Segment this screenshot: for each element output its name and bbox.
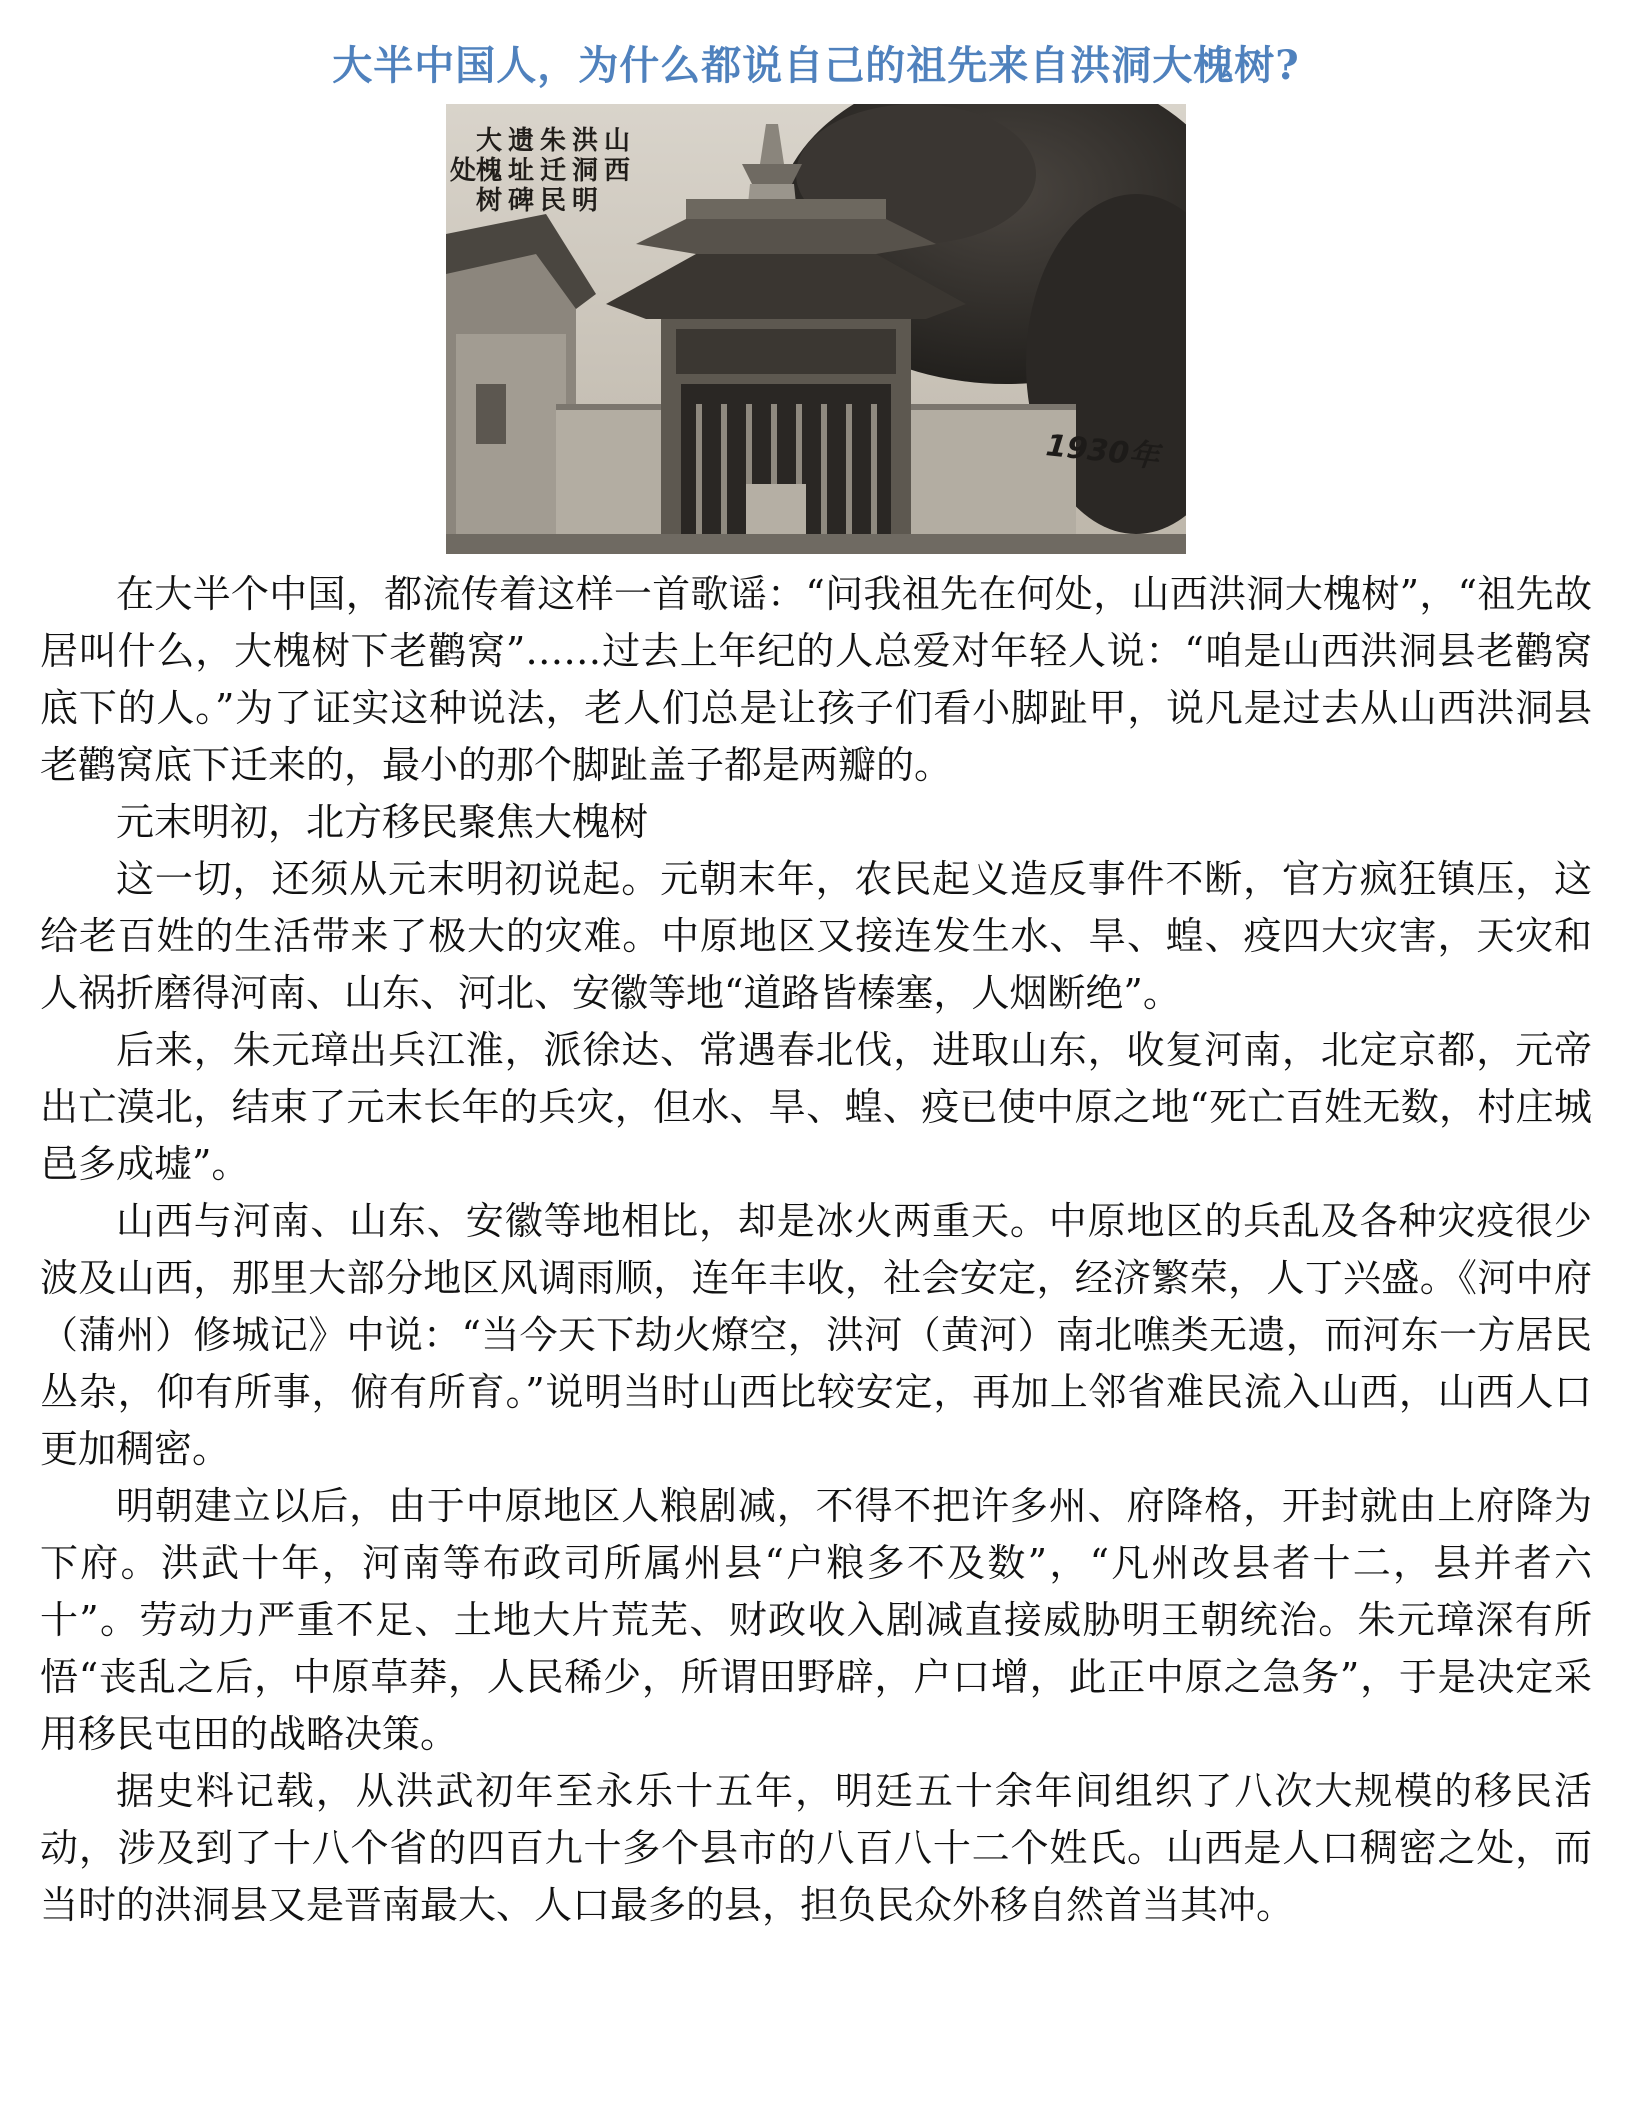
photo-caption-col-4: 遗址碑: [507, 126, 534, 216]
photo-caption-col-5: 大槐树: [475, 126, 502, 216]
paragraph: 山西与河南、山东、安徽等地相比，却是冰火两重天。中原地区的兵乱及各种灾疫很少波及山西，那里大部分地区风调雨顺，连年丰收，社会安定，经济繁荣，人丁兴盛。《河中府（蒲州）修城记》中说：“当今天下劫火燎空，洪河（黄河）南北噍类无遗，而河东一方居民丛杂，仰有所事，俯有所育。”说明当时山西比较安定，再加上邻省难民流入山西，山西人口更加稠密。: [40, 1199, 1592, 1471]
photo-caption-col-6: 处: [449, 156, 476, 186]
paragraph: 后来，朱元璋出兵江淮，派徐达、常遇春北伐，进取山东，收复河南，北定京都，元帝出亡漠北，结束了元末长年的兵灾，但水、旱、蝗、疫已使中原之地“死亡百姓无数，村庄城邑多成墟”。: [40, 1028, 1592, 1186]
paragraph: 明朝建立以后，由于中原地区人粮剧减，不得不把许多州、府降格，开封就由上府降为下府。洪武十年，河南等布政司所属州县“户粮多不及数”，“凡州改县者十二，县并者六十”。劳动力严重不足、土地大片荒芜、财政收入剧减直接威胁明王朝统治。朱元璋深有所悟“丧乱之后，中原草莽，人民稀少，所谓田野辟，户口增，此正中原之急务”，于是决定采用移民屯田的战略决策。: [40, 1484, 1592, 1756]
paragraph: 这一切，还须从元末明初说起。元朝末年，农民起义造反事件不断，官方疯狂镇压，这给老百姓的生活带来了极大的灾难。中原地区又接连发生水、旱、蝗、疫四大灾害，天灾和人祸折磨得河南、山东、河北、安徽等地“道路皆榛塞，人烟断绝”。: [40, 857, 1592, 1015]
article-page: [40, 0, 1592, 1934]
article-body: [40, 566, 1592, 1934]
photo-date-label: 1930年: [1044, 428, 1161, 475]
photo-caption-col-3: 朱迁民: [539, 126, 566, 216]
historical-photo: [446, 104, 1186, 554]
section-heading: 元末明初，北方移民聚焦大槐树: [116, 800, 649, 844]
paragraph: 据史料记载，从洪武初年至永乐十五年，明廷五十余年间组织了八次大规模的移民活动，涉及到了十八个省的四百九十多个县市的八百八十二个姓氏。山西是人口稠密之处，而当时的洪洞县又是晋南最大、人口最多的县，担负民众外移自然首当其冲。: [40, 1769, 1592, 1927]
photo-caption-col-1: 山西: [603, 126, 630, 186]
paragraph: 在大半个中国，都流传着这样一首歌谣：“问我祖先在何处，山西洪洞大槐树”，“祖先故居叫什么，大槐树下老鹳窝”……过去上年纪的人总爱对年轻人说：“咱是山西洪洞县老鹳窝底下的人。”为了证实这种说法，老人们总是让孩子们看小脚趾甲，说凡是过去从山西洪洞县老鹳窝底下迁来的，最小的那个脚趾盖子都是两瓣的。: [40, 572, 1592, 787]
photo-caption-col-2: 洪洞明: [571, 126, 598, 216]
article-title: 大半中国人，为什么都说自己的祖先来自洪洞大槐树?: [332, 42, 1300, 89]
